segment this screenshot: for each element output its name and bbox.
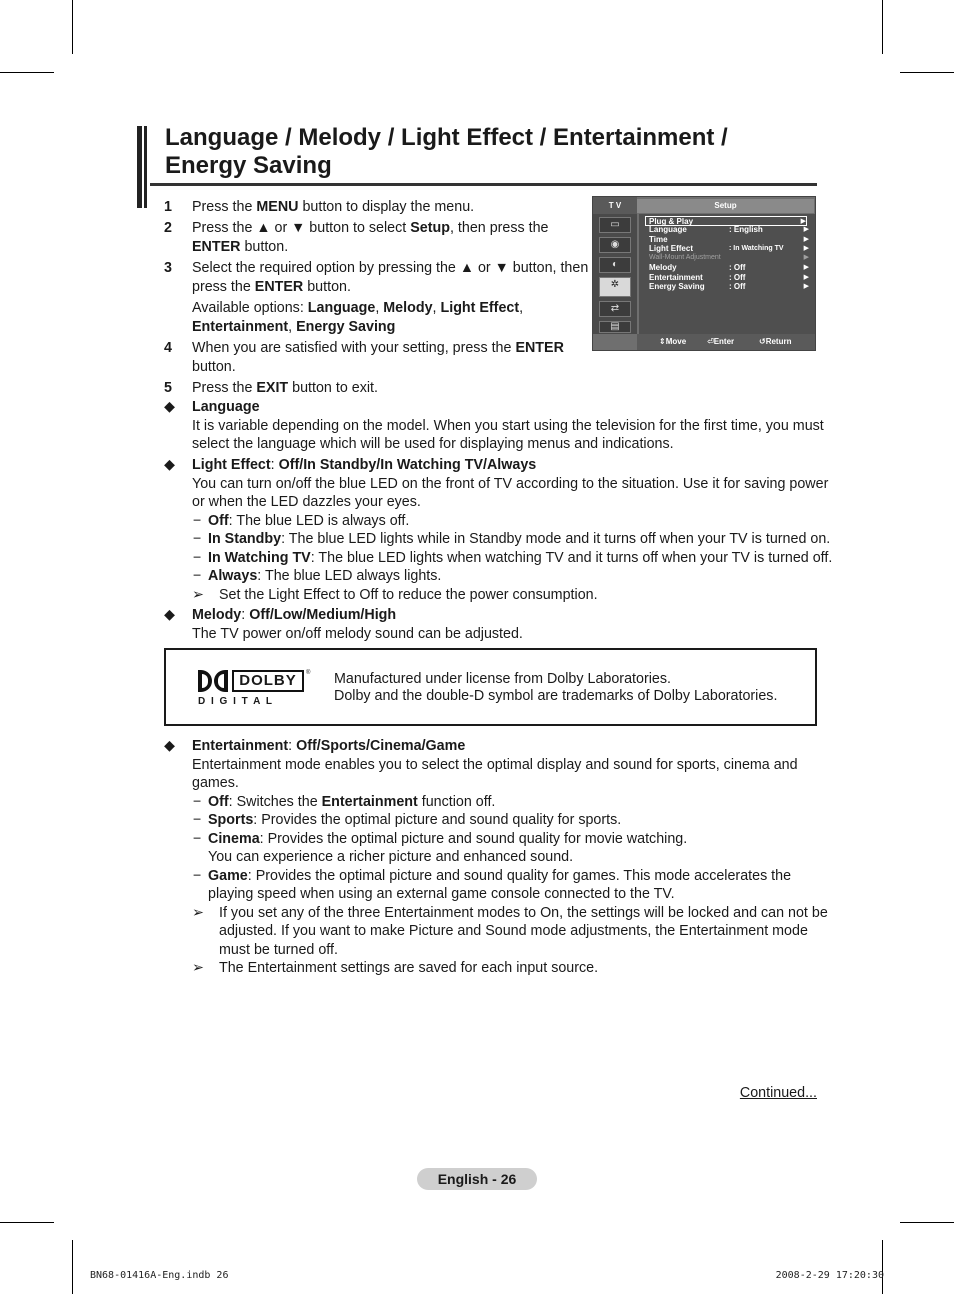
diamond-bullet-icon: ◆ [164, 738, 175, 754]
dolby-notice-box [164, 648, 817, 726]
osd-row: Melody : Off ▶ [649, 263, 809, 272]
light-option-watching: − In Watching TV: The blue LED lights when watching TV and it turns off when your TV is turned off. [193, 549, 833, 566]
input-icon: ⇄ [599, 301, 631, 317]
return-hint: ↺ Return [759, 337, 792, 346]
tv-setup-menu-screenshot [592, 196, 816, 351]
osd-row: Light Effect : In Watching TV ▶ [649, 244, 809, 253]
setup-icon: ✲ [599, 277, 631, 297]
crop-mark [900, 1222, 954, 1223]
crop-mark [882, 1240, 883, 1294]
osd-row: Entertainment : Off ▶ [649, 273, 809, 282]
crop-mark [882, 0, 883, 54]
step-3: 3 Select the required option by pressing the ▲ or ▼ button, then press the ENTER button. [164, 260, 589, 295]
move-hint: ⇕ Move [659, 337, 687, 346]
picture-icon: ▭ [599, 217, 631, 233]
ent-option-cinema: − Cinema: Provides the optimal picture and sound quality for movie watching. [193, 830, 688, 847]
note-arrow-icon: ➢ [192, 904, 204, 921]
title-rule [150, 183, 817, 186]
note-arrow-icon: ➢ [192, 586, 204, 603]
crop-mark [0, 1222, 54, 1223]
ent-note-2: ➢ The Entertainment settings are saved for each input source. [192, 960, 599, 976]
crop-mark [0, 72, 54, 73]
channel-icon: ◐ [599, 257, 631, 273]
light-note: ➢ Set the Light Effect to Off to reduce the power consumption. [192, 586, 598, 603]
crop-mark [72, 1240, 73, 1294]
osd-icon-column [593, 214, 637, 334]
enter-hint: ⏎ Enter [707, 337, 735, 346]
light-effect-section: ◆ Light Effect: Off/In Standby/In Watching TV/Always You can turn on/off the blue LED on the front of TV according to the situation. Use it for saving power or when the LED dazzles your eyes. − Off: The blue LED is always off. − In Standby: The blue LED lights while in Standby mode and it turns off when your TV is turned on. − In Watching TV: The blue LED lights when watching TV and it turns off when your TV is turned off. − Always: The blue LED always lights. ➢ Set the Light Effect to Off to reduce the power consumption. [164, 457, 833, 603]
diamond-bullet-icon: ◆ [164, 607, 175, 623]
ent-option-sports: − Sports: Provides the optimal picture and sound quality for sports. [193, 812, 622, 828]
language-section: ◆ Language It is variable depending on the model. When you start using the television for the first time, you must select the language which will be used for displaying menus and indications. [164, 399, 824, 452]
footer-date: 2008-2-29 17:20:30 [775, 1270, 884, 1281]
crop-mark [72, 0, 73, 54]
step-1: 1 Press the MENU button to display the menu. [164, 199, 475, 215]
sound-icon: ◉ [599, 237, 631, 253]
step-5: 5 Press the EXIT button to exit. [164, 380, 378, 396]
light-option-standby: − In Standby: The blue LED lights while in Standby mode and it turns off when your TV is turned on. [193, 531, 831, 547]
light-option-always: − Always: The blue LED always lights. [193, 568, 442, 584]
continued-link: Continued... [739, 1085, 817, 1101]
footer-file: BN68-01416A-Eng.indb 26 [90, 1270, 229, 1281]
tv-tab: T V [593, 197, 637, 214]
steps-list [164, 198, 589, 398]
osd-row: Time ▶ [649, 235, 809, 244]
ent-note-1: ➢ If you set any of the three Entertainment modes to On, the settings will be locked and can not be [192, 904, 828, 921]
osd-footer [637, 334, 815, 350]
digital-icon: ▤ [599, 321, 631, 333]
light-option-off: − Off: The blue LED is always off. [193, 512, 410, 529]
dolby-digital-logo: DOLBY ® D I G I T A L [198, 670, 311, 707]
note-arrow-icon: ➢ [192, 960, 204, 976]
double-d-icon [198, 670, 228, 692]
entertainment-section: ◆ Entertainment: Off/Sports/Cinema/Game Entertainment mode enables you to select the optimal display and sound for sports, cinema and games. − Off: Switches the Entertainment function off. − Sports: Provides the optimal picture and sound quality for sports. − Cinema: Provides the optimal picture and sound quality for movie watching. You can experience a richer picture and enhanced sound. − Game: Provides the optimal picture and sound quality for games. This mode accelerates the playing speed when using an external game console connected to the TV. ➢ If you set any of the three Entertainment modes to On, the settings will be locked and can not be adjusted. If you want to make Picture and Sound mode adjustments, the Entertainment mode must be turned off. ➢ The Entertainment settings are saved for each input source. [164, 738, 828, 976]
available-options: Available options: Language, Melody, Light Effect, Entertainment, Energy Saving [192, 300, 524, 335]
osd-row: Language : English ▶ [649, 225, 809, 234]
osd-row: Wall-Mount Adjustment ▶ [649, 254, 809, 261]
dolby-text: Manufactured under license from Dolby Laboratories. Dolby and the double-D symbol are trademarks of Dolby Laboratories. [334, 671, 778, 704]
diamond-bullet-icon: ◆ [164, 457, 175, 473]
page-number-badge: English - 26 [417, 1168, 537, 1190]
crop-mark [900, 72, 954, 73]
melody-section: ◆ Melody: Off/Low/Medium/High The TV power on/off melody sound can be adjusted. [164, 607, 523, 642]
step-2: 2 Press the ▲ or ▼ button to select Setup, then press the ENTER button. [164, 220, 549, 255]
osd-setup-panel [639, 214, 815, 334]
step-4: 4 When you are satisfied with your setting, press the ENTER button. [164, 340, 564, 375]
ent-option-off: − Off: Switches the Entertainment function off. [193, 793, 496, 810]
osd-row: Plug & Play ▶ [645, 216, 807, 226]
diamond-bullet-icon: ◆ [164, 399, 175, 415]
page-title: Language / Melody / Light Effect / Entertainment / Energy Saving [165, 124, 728, 179]
setup-tab: Setup [637, 199, 814, 213]
ent-option-game: − Game: Provides the optimal picture and sound quality for games. This mode accelerates the [193, 867, 792, 884]
osd-row: Energy Saving : Off ▶ [649, 282, 809, 291]
